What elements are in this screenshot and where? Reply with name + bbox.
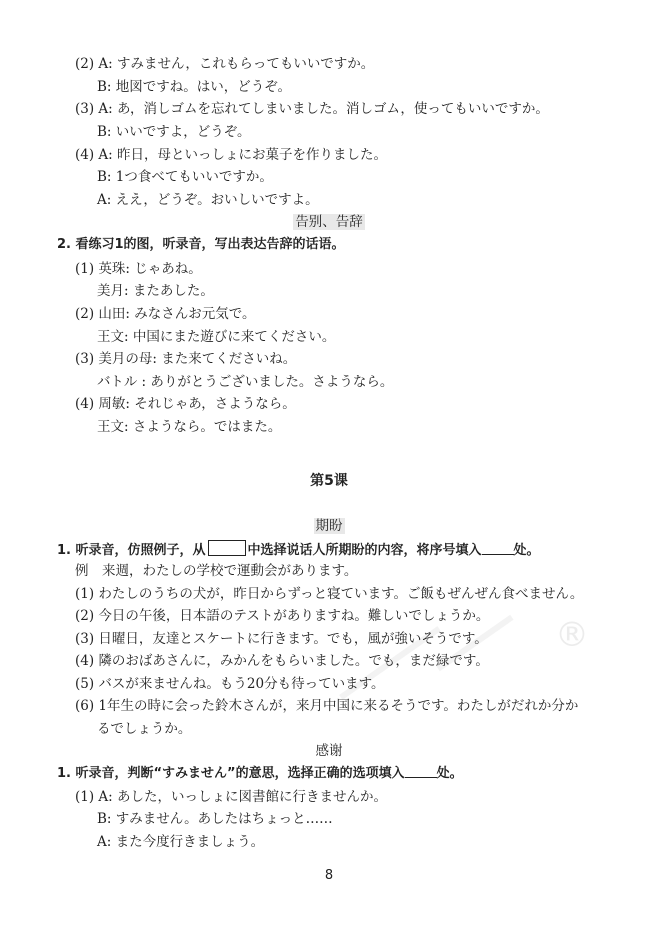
dialogue-line: B: 地図ですね。はい，どうぞ。 [97,79,291,95]
watermark-registered-mark: ® [555,615,589,655]
item-line: (6) 1年生の時に会った鈴木さんが，来月中国に来るそうです。わたしがだれか分か [75,698,579,714]
question-1-expectation [57,540,540,560]
question-2: 2. 看练习1的图，听录音，写出表达告辞的话语。 [57,237,345,252]
example-line: 例 来週，わたしの学校で運動会があります。 [75,563,358,579]
heading-expectation: 期盼 [315,518,343,534]
dialogue-line: (1) A: あした，いっしょに図書館に行きませんか。 [75,789,388,805]
dialogue-line: B: すみません。あしたはちょっと…… [97,811,333,827]
dialogue-line: A: ええ，どうぞ。おいしいですよ。 [97,192,319,208]
dialogue-line: (2) A: すみません，これもらってもいいですか。 [75,56,375,72]
heading-thanks: 感谢 [315,743,343,759]
dialogue-line: (1) 英珠: じゃあね。 [75,261,202,277]
question-text: 处。 [513,543,540,558]
question-text: 1. 听录音，仿照例子，从 [57,543,206,558]
question-1-thanks [57,765,463,783]
dialogue-line: (4) A: 昨日，母といっしょにお菓子を作りました。 [75,147,388,163]
item-line: (1) わたしのうちの犬が，昨日からずっと寝ています。ご飯もぜんぜん食べません。 [75,586,584,602]
item-line-continued: るでしょうか。 [97,721,192,737]
dialogue-line: (3) A: あ，消しゴムを忘れてしまいました。消しゴム，使ってもいいですか。 [75,101,549,117]
answer-blank [482,542,514,555]
item-line: (2) 今日の午後，日本語のテストがありますね。難しいでしょうか。 [75,608,490,624]
question-text: 1. 听录音，判断“すみません”的意思，选择正确的选项填入 [57,766,405,781]
question-text: 处。 [436,766,463,781]
section-heading [0,517,658,535]
answer-blank [405,765,437,778]
dialogue-line: (2) 山田: みなさんお元気で。 [75,306,256,322]
item-line: (4) 隣のおばあさんに，みかんをもらいました。でも，まだ緑です。 [75,653,489,669]
dialogue-line: A: また今度行きましょう。 [97,834,265,850]
dialogue-line: (4) 周敏: それじゃあ，さようなら。 [75,396,296,412]
dialogue-line: 美月: またあした。 [97,283,214,299]
dialogue-line: 王文: 中国にまた遊びに来てください。 [97,329,336,345]
dialogue-line: B: 1つ食べてもいいですか。 [97,169,273,185]
dialogue-line: (3) 美月の母: また来てくださいね。 [75,351,297,367]
heading-farewell: 告别、告辞 [295,214,363,230]
dialogue-line: バトル : ありがとうございました。さようなら。 [97,374,394,390]
item-line: (5) バスが来ませんね。もう20分も待っています。 [75,676,385,692]
answer-box [208,540,246,556]
question-text: 中选择说话人所期盼的内容，将序号填入 [247,543,482,558]
page-number: 8 [324,868,334,883]
section-heading [0,742,658,760]
section-heading [0,213,658,231]
dialogue-line: 王文: さようなら。ではまた。 [97,419,282,435]
dialogue-line: B: いいですよ，どうぞ。 [97,124,251,140]
lesson-title: 第5课 [310,473,348,489]
item-line: (3) 日曜日，友達とスケートに行きます。でも，風が強いそうです。 [75,631,488,647]
